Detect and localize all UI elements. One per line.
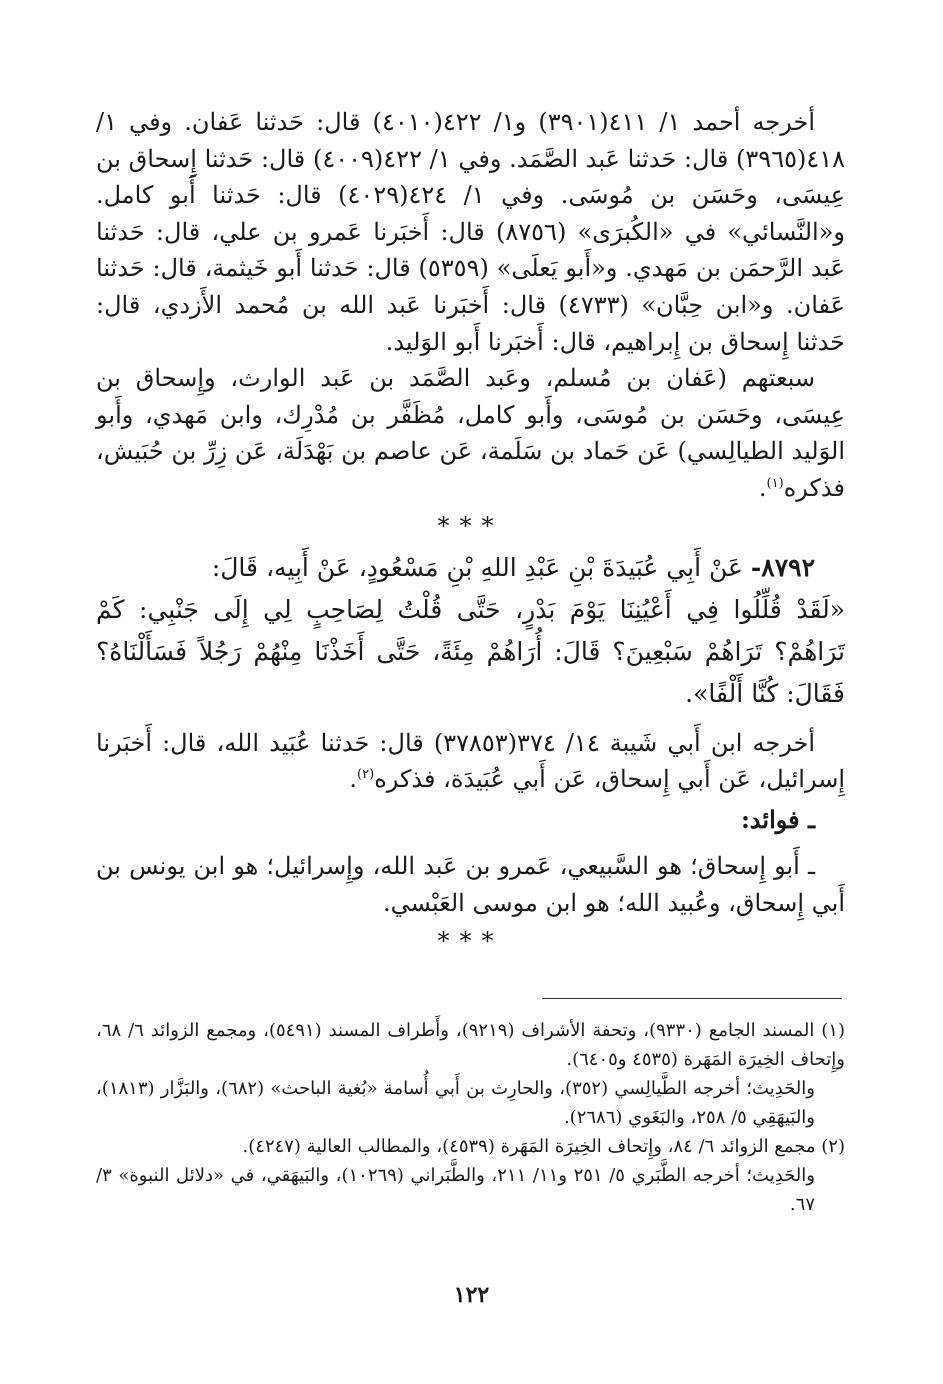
hadith-number: ٨٧٩٢- — [750, 552, 815, 582]
footnote-1: (١) المسند الجامع (٩٣٣٠)، وتحفة الأشراف (٩٢١٩)، وأَطراف المسند (٥٤٩١)، ومجمع الزوائد ٦/ ٦٨، وإِتحاف الخِيرَة المَهَرة (٤٥٣٥ و٦٤٠٥). — [96, 1020, 845, 1070]
page-number: ١٢٢ — [453, 1282, 490, 1308]
footnote-1-cont: والحَدِيث؛ أخرجه الطَّيالِسي (٣٥٢)، والحارِث بن أَبي أُسامة «بُغية الباحث» (٦٨٢)، والبَزَّار (١٨١٣)، والبَيهَقِي ٥/ ٢٥٨، والبَغَوي (٢٦٨٦). — [96, 1078, 815, 1128]
footnote-ref-2[interactable]: (٢) — [357, 767, 375, 783]
benefits-heading: ـ فوائد: — [740, 804, 815, 834]
footnote-2: (٢) مجمع الزوائد ٦/ ٨٤، وإِتحاف الخِيرَة المَهَرة (٤٥٣٩)، والمطالب العالية (٤٢٤٧). — [242, 1136, 845, 1157]
takhrij-paragraph-1: أخرجه أحمد ١/ ٤١١(٣٩٠١) و١/ ٤٢٢(٤٠١٠) قال: حَدثنا عَفان. وفي ١/ ٤١٨(٣٩٦٥) قال: حَدثنا عَبد الصَّمَد. وفي ١/ ٤٢٢(٤٠٠٩) قال: حَدثنا إِسحاق بن عِيسَى، وحَسَن بن مُوسَى. وفي ١/ ٤٢٤(٤٠٢٩) قال: حَدثنا أَبو كامل. و«النَّسائي» في «الكُبرَى» (٨٧٥٦) قال: أَخبَرنا عَمرو بن علي، قال: حَدثنا عَبد الرَّحمَن بن مَهدي. و«أَبو يَعلَى» (٥٣٥٩) قال: حَدثنا أَبو خَيثمة، قال: حَدثنا عَفان. و«ابن حِبَّان» (٤٧٣٣) قال: أَخبَرنا عَبد الله بن مُحمد الأَزدي، قال: حَدثنا إِسحاق بن إِبراهيم، قال: أَخبَرنا أَبو الوَليد. — [96, 108, 846, 356]
hadith-text: «لَقَدْ قُلِّلُوا فِي أَعْيُنِنَا يَوْمَ بَدْرٍ، حَتَّى قُلْتُ لِصَاحِبٍ لِي إِلَى جَنْبِي: كَمْ تَرَاهُمْ؟ تَرَاهُمْ سَبْعِينَ؟ قَالَ: أُرَاهُمْ مِئَةً، حَتَّى أَخَذْنَا مِنْهُمْ رَجُلاً فَسَأَلْنَاهُ؟ فَقَالَ: كُنَّا أَلْفًا». — [96, 594, 845, 708]
takhrij-2-text: أخرجه ابن أَبي شَيبة ١٤/ ٣٧٤(٣٧٨٥٣) قال: حَدثنا عُبَيد الله، قال: أَخبَرنا إِسرائيل، عَن أَبي إِسحاق، عَن أَبي عُبَيدَة، فذكره — [96, 728, 845, 794]
footnote-divider — [542, 998, 842, 999]
footnote-2-cont: والحَدِيث؛ أخرجه الطَّبَري ٥/ ٢٥١ و١١/ ٢١١، والطَّبَراني (١٠٢٦٩)، والبَيهَقي، في «دلائل النبوة» ٣/ ٦٧. — [96, 1165, 815, 1215]
footnotes — [96, 1016, 845, 1219]
hadith-chain: عَنْ أَبِي عُبَيدَةَ بْنِ عَبْدِ اللهِ بْنِ مَسْعُودٍ، عَنْ أَبِيه، قَالَ: — [211, 552, 743, 582]
narrators-paragraph: سبعتهم (عَفان بن مُسلم، وعَبد الصَّمَد بن عَبد الوارث، وإِسحاق بن عِيسَى، وحَسَن بن مُوسَى، وأَبو كامل، مُظَفَّر بن مُدْرِك، وابن مَهدي، وأَبو الوَليد الطيالِسي) عَن حَماد بن سَلَمة، عَن عاصم بن بَهْدَلَة، عَن زِرِّ بن حُبَيش، فذكره$^{(١)}$. — [96, 364, 845, 502]
hadith-intro — [96, 547, 845, 589]
footnote-ref-1[interactable]: (١) — [766, 475, 784, 491]
main-text — [96, 104, 845, 962]
section-separator-2: *** — [437, 926, 504, 955]
benefits-paragraph: ـ أَبو إِسحاق؛ هو السَّبيعي، عَمرو بن عَبد الله، وإِسرائيل؛ هو ابن يونس بن أَبي إِسحاق، وعُبيد الله؛ هو ابن موسى العَبْسي. — [96, 852, 845, 917]
takhrij-paragraph-2: أخرجه ابن أَبي شَيبة ١٤/ ٣٧٤(٣٧٨٥٣) قال: حَدثنا عُبَيد الله، قال: أَخبَرنا إِسرائيل، عَن أَبي إِسحاق، عَن أَبي عُبَيدَة، فذكره$^{(٢)}$. — [96, 728, 845, 794]
narrators-text: سبعتهم (عَفان بن مُسلم، وعَبد الصَّمَد بن عَبد الوارث، وإِسحاق بن عِيسَى، وحَسَن بن مُوسَى، وأَبو كامل، مُظَفَّر بن مُدْرِك، وابن مَهدي، وأَبو الوَليد الطيالِسي) عَن حَماد بن سَلَمة، عَن عاصم بن بَهْدَلَة، عَن زِرِّ بن حُبَيش، فذكره — [96, 364, 845, 502]
section-separator: *** — [437, 511, 504, 540]
